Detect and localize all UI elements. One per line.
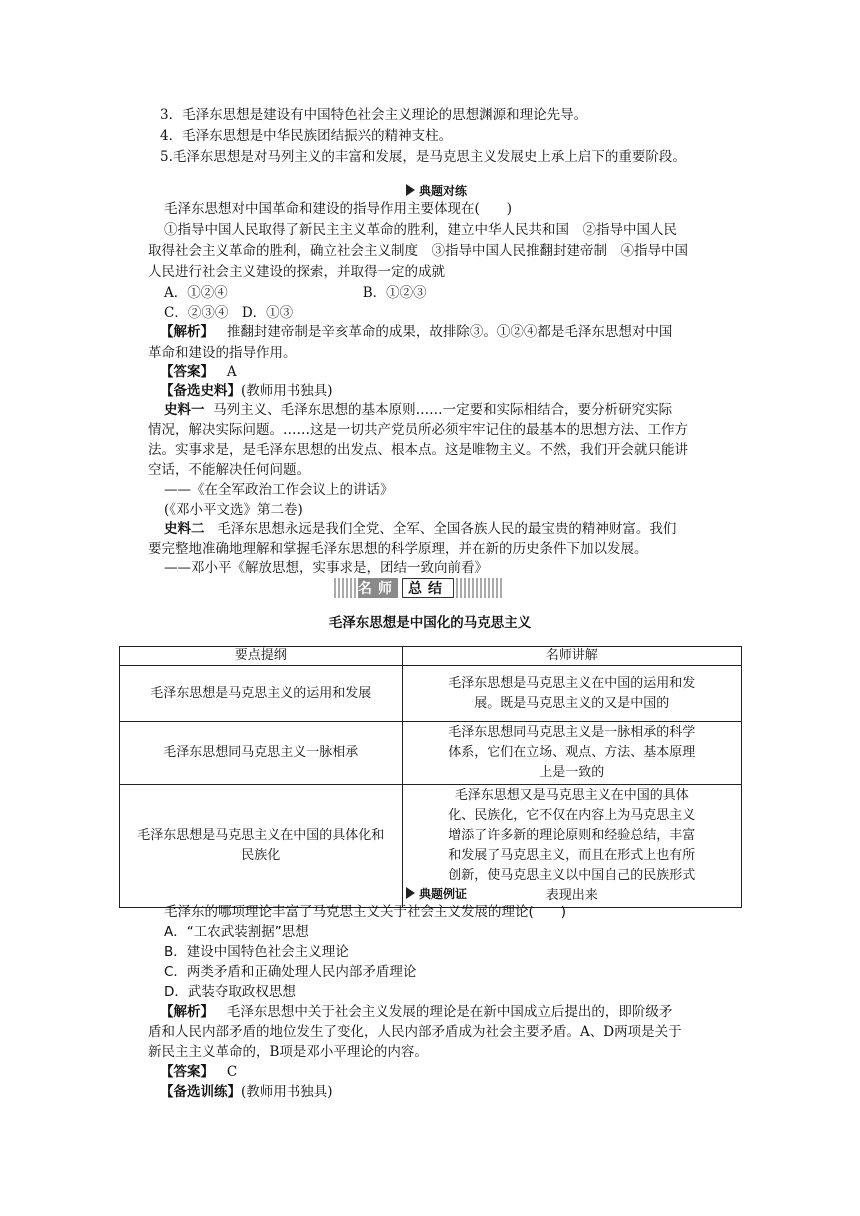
cell-line: 创新，使马克思主义以中国自己的民族形式: [448, 868, 696, 883]
choice-ab: A．①②④ B．①②③: [164, 285, 427, 301]
table-row: [120, 722, 742, 785]
summary-banner: [334, 578, 502, 598]
cell-line: 上是一致的: [539, 765, 605, 780]
source1-text: 马列主义、毛泽东思想的基本原则……一定要和实际相结合，要分析研究实际: [213, 402, 673, 418]
section-header-practice: [406, 182, 469, 198]
table-header-row: [120, 647, 742, 666]
analysis-text: 毛泽东思想中关于社会主义发展的理论是在新中国成立后提出的，即阶级矛: [226, 1004, 673, 1020]
question-stem: 毛泽东思想对中国革命和建设的指导作用主要体现在( ): [164, 201, 513, 217]
point-3: 3．毛泽东思想是建设有中国特色社会主义理论的思想渊源和理论先导。: [160, 107, 588, 123]
table-cell-point: [120, 785, 403, 908]
source2-text: 要完整地准确地理解和掌握毛泽东思想的科学原理，并在新的历史条件下加以发展。: [148, 541, 648, 557]
section-header-example: [406, 885, 469, 901]
answer-label: 【答案】: [160, 364, 214, 380]
choice-a: A．“工农武装割据”思想: [164, 924, 309, 940]
source1-label: 史料一: [164, 402, 205, 418]
table-row: [120, 666, 742, 722]
point-4: 4．毛泽东思想是中华民族团结振兴的精神支柱。: [160, 128, 453, 144]
answer-value: A: [226, 364, 237, 380]
cell-line: 毛泽东思想是马克思主义在中国的具体化和: [137, 828, 385, 843]
analysis-label: 【解析】: [160, 324, 214, 340]
banner-left-label: 名师: [358, 578, 398, 598]
analysis-paragraph: [160, 1003, 672, 1021]
cell-line: 表现出来: [545, 888, 598, 903]
source1-citation: (《邓小平文选》第二卷): [164, 502, 303, 518]
source2-citation: ——邓小平《解放思想，实事求是，团结一致向前看》: [164, 560, 488, 576]
cell-line: 毛泽东思想是马克思主义在中国的运用和发: [448, 675, 696, 691]
analysis-text: 盾和人民内部矛盾的地位发生了变化，人民内部矛盾成为社会主要矛盾。A、D两项是关于: [148, 1024, 682, 1040]
option-line: 人民进行社会主义建设的探索，并取得一定的成就: [148, 264, 445, 280]
cell-line: 毛泽东思想同马克思主义是一脉相承的科学: [448, 725, 696, 740]
source1-text: 法。实事求是，是毛泽东思想的出发点、根本点。这是唯物主义。不然，我们开会就只能讲: [148, 442, 688, 458]
triangle-icon: [406, 887, 415, 899]
answer-value: C: [226, 1064, 238, 1080]
backup-note: (教师用书独具): [241, 1084, 333, 1100]
answer-line: [160, 1063, 237, 1081]
choice-d: D．武装夺取政权思想: [164, 984, 296, 1000]
point-5: 5.毛泽东思想是对马列主义的丰富和发展，是马克思主义发展史上承上启下的重要阶段。: [160, 149, 686, 165]
source2-text: 毛泽东思想永远是我们全党、全军、全国各族人民的最宝贵的精神财富。我们: [217, 521, 677, 537]
analysis-label: 【解析】: [160, 1004, 214, 1020]
table-header-cell: 要点提纲: [120, 647, 403, 666]
cell-line: 毛泽东思想是马克思主义的运用和发展: [150, 685, 372, 701]
source2-label: 史料二: [164, 521, 205, 537]
analysis-text: 革命和建设的指导作用。: [148, 345, 297, 361]
table-cell-point: [120, 722, 403, 785]
answer-line: [160, 363, 237, 381]
table-cell-point: [120, 666, 403, 722]
backup-note: (教师用书独具): [241, 383, 333, 399]
choice-c: C．两类矛盾和正确处理人民内部矛盾理论: [164, 964, 417, 980]
option-line: ①指导中国人民取得了新民主主义革命的胜利，建立中华人民共和国 ②指导中国人民: [164, 222, 677, 238]
question-stem: 毛泽东的哪项理论丰富了马克思主义关于社会主义发展的理论( ): [164, 904, 567, 920]
answer-label: 【答案】: [160, 1064, 214, 1080]
section-header-label: 典题例证: [419, 886, 468, 901]
option-line: 取得社会主义革命的胜利，确立社会主义制度 ③指导中国人民推翻封建帝制 ④指导中国: [148, 243, 688, 259]
choice-cd: C．②③④ D．①③: [164, 305, 294, 321]
backup-sources-line: [160, 382, 333, 400]
backup-label: 【备选史料】: [160, 383, 241, 399]
choice-b: B．建设中国特色社会主义理论: [164, 944, 349, 960]
table-cell-explain: [402, 666, 741, 722]
source1-citation: ——《在全军政治工作会议上的讲话》: [164, 482, 394, 498]
cell-line: 增添了许多新的理论原则和经验总结，丰富: [448, 828, 696, 843]
cell-line: 体系，它们在立场、观点、方法、基本原理: [448, 745, 696, 760]
source1-text: 空话，不能解决任何问题。: [148, 462, 310, 478]
backup-training-line: [160, 1083, 333, 1101]
source2-paragraph: [164, 520, 676, 538]
analysis-text: 推翻封建帝制是辛亥革命的成果，故排除③。①②④都是毛泽东思想对中国: [226, 324, 673, 340]
analysis-text: 新民主主义革命的，B项是邓小平理论的内容。: [148, 1044, 428, 1060]
table-header-cell: 名师讲解: [402, 647, 741, 666]
backup-label: 【备选训练】: [160, 1084, 241, 1100]
cell-line: 民族化: [241, 848, 281, 863]
source1-paragraph: [164, 401, 672, 419]
cell-line: 毛泽东思想同马克思主义一脉相承: [163, 745, 359, 760]
analysis-paragraph: [160, 323, 672, 341]
banner-decoration: [456, 578, 502, 598]
section-header-label: 典题对练: [419, 183, 468, 198]
cell-line: 化、民族化，它不仅在内容上为马克思主义: [448, 808, 696, 823]
cell-line: 展。既是马克思主义的又是中国的: [474, 695, 670, 711]
summary-table: [119, 646, 742, 908]
cell-line: 和发展了马克思主义，而且在形式上也有所: [448, 848, 696, 863]
triangle-icon: [406, 184, 415, 196]
cell-line: 毛泽东思想又是马克思主义在中国的具体: [454, 788, 689, 803]
source1-text: 情况，解决实际问题。……这是一切共产党员所必须牢牢记住的最基本的思想方法、工作方: [148, 422, 688, 438]
table-cell-explain: [402, 722, 741, 785]
banner-decoration: [334, 578, 356, 598]
banner-right-label: 总结: [402, 578, 454, 598]
summary-title: 毛泽东思想是中国化的马克思主义: [328, 615, 532, 631]
